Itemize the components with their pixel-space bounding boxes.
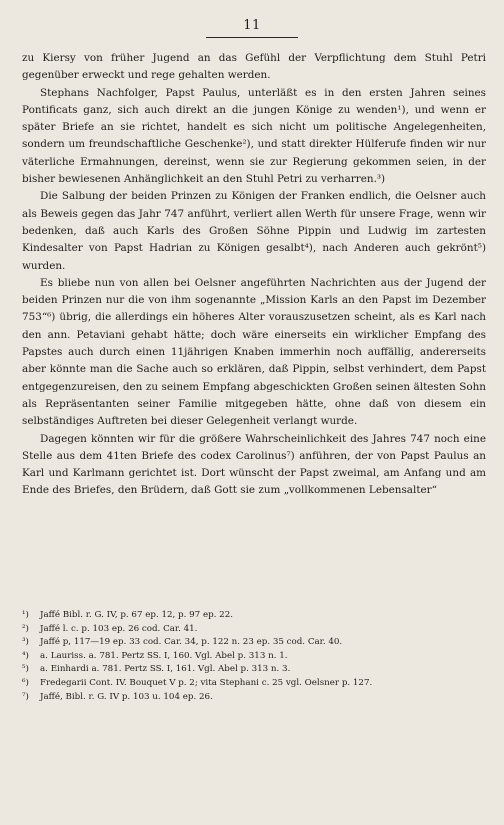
footnote (22, 691, 486, 705)
footnote-text: Jaffé l. c. p. 103 ep. 26 cod. Car. 41. (40, 623, 198, 634)
footnote-separator (22, 602, 62, 603)
footnote (22, 677, 486, 691)
footnote-number: ¹) (22, 610, 29, 620)
footnote-text: Jaffé p, 117—19 ep. 33 cod. Car. 34, p. 122 n. 23 ep. 35 cod. Car. 40. (40, 637, 343, 648)
footnote-text: a. Lauriss. a. 781. Pertz SS. I, 160. Vgl. Abel p. 313 n. 1. (40, 650, 288, 661)
footnote (22, 609, 486, 623)
footnote-text: Fredegarii Cont. IV. Bouquet V p. 2; vita Stephani c. 25 vgl. Oelsner p. 127. (40, 677, 373, 688)
body-text (22, 50, 486, 500)
footnote-number: ⁵) (22, 664, 29, 675)
footnote-number: ⁴) (22, 650, 29, 661)
paragraph-continuation: zu Kiersy von früher Jugend an das Gefühl der Verpflichtung dem Stuhl Petri gegenüber erweckt und rege gehalten werden. (22, 52, 486, 82)
footnote (22, 636, 486, 650)
footnote-text: a. Einhardi a. 781. Pertz SS. I, 161. Vgl. Abel p. 313 n. 3. (40, 664, 291, 675)
paragraph: Dagegen könnten wir für die größere Wahrscheinlichkeit des Jahres 747 noch eine Stelle aus dem 41ten Briefe des codex Carolinus⁷) anführen, der von Papst Paulus an Karl und Karlmann gerichtet ist. Dort wünscht der Papst zweimal, am Anfang und am Ende des Briefes, den Brüdern, daß Gott sie zum „vollkommenen Lebensalter“ (22, 432, 486, 497)
paragraph: Es bliebe nun von allen bei Oelsner angeführten Nachrichten aus der Jugend der beiden Prinzen nur die von ihm sogenannte „Mission Karls an den Papst im Dezember 753“⁶) übrig, die allerdings ein höheres Alter vorauszusetzen scheint, als es Karl nach den ann. Petaviani gehabt hätte; doch wäre einerseits ein wirklicher Empfang des Papstes auch durch einen 11jährigen Knaben immerhin noch auffällig, andererseits aber könnte man die Sache auch so erklären, daß Pippin, selbst verhindert, dem Papst entgegenzureisen, den zu seinem Empfang abgeschickten Großen seinen ältesten Sohn als Repräsentanten seiner Familie mitgegeben hätte, ohne daß von diesem ein selbständiges Auftreten bei dieser Gelegenheit verlangt wurde. (22, 276, 486, 428)
footnote (22, 650, 486, 664)
footnote-number: ³) (22, 637, 29, 648)
footnotes (22, 609, 486, 704)
footnote (22, 623, 486, 637)
page-number: 11 (243, 18, 261, 33)
footnote-number: ⁷) (22, 691, 29, 702)
footnote-number: ²) (22, 623, 29, 634)
header-rule (206, 37, 298, 38)
paragraph: Stephans Nachfolger, Papst Paulus, unterläßt es in den ersten Jahren seines Pontificats ganz, sich auch direkt an die jungen Könige zu wenden¹), und wenn er später Briefe an sie richtet, handelt es sich nicht um politische Angelegenheiten, sondern um freundschaftliche Geschenke²), und statt direkter Hülferufe finden wir nur väterliche Ermahnungen, dereinst, wenn sie zur Regierung gekommen seien, in der bisher bewiesenen Anhänglichkeit an den Stuhl Petri zu verharren.³) (22, 86, 486, 186)
footnote-text: Jaffé, Bibl. r. G. IV p. 103 u. 104 ep. 26. (40, 691, 213, 702)
footnote-number: ⁶) (22, 677, 29, 688)
footnote (22, 663, 486, 677)
paragraph: Die Salbung der beiden Prinzen zu Königen der Franken endlich, die Oelsner auch als Beweis gegen das Jahr 747 anführt, verliert allen Werth für unsere Frage, wenn wir bedenken, daß auch Karls des Großen Söhne Pippin und Ludwig im zartesten Kindesalter von Papst Hadrian zu Königen gesalbt⁴), nach Anderen auch gekrönt⁵) wurden. (22, 190, 486, 272)
footnote-text: Jaffé Bibl. r. G. IV, p. 67 ep. 12, p. 97 ep. 22. (40, 610, 233, 620)
